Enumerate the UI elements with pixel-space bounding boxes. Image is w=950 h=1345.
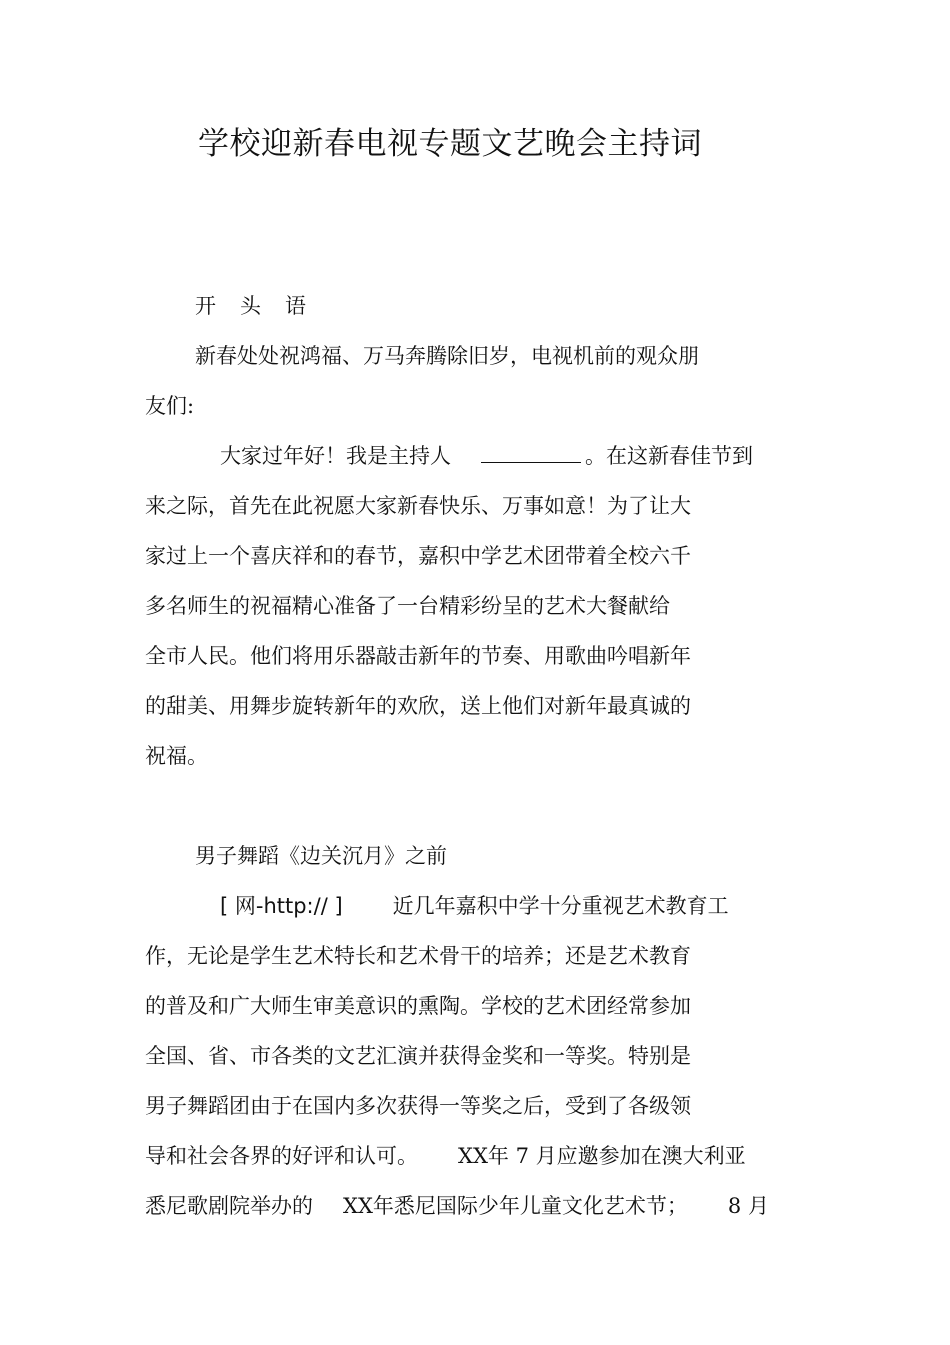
paragraph-line: 多名师生的祝福精心准备了一台精彩纷呈的艺术大餐献给 xyxy=(145,594,670,618)
greeting-text: 大家过年好！我是主持人 xyxy=(220,444,451,468)
paragraph-line: 家过上一个喜庆祥和的春节，嘉积中学艺术团带着全校六千 xyxy=(145,544,691,568)
source-bracket: [ 网-http:// ] xyxy=(220,894,343,918)
paragraph-text: XX年悉尼国际少年儿童文化艺术节； xyxy=(343,1194,688,1218)
section-heading-opening: 开头语 xyxy=(195,294,330,318)
paragraph-text: 近几年嘉积中学十分重视艺术教育工 xyxy=(392,894,729,918)
paragraph-text: XX年 7 月应邀参加在澳大利亚 xyxy=(458,1144,746,1168)
greeting-text-continued: 。在这新春佳节到 xyxy=(585,444,753,468)
paragraph-line: 作，无论是学生艺术特长和艺术骨干的培养；还是艺术教育 xyxy=(145,944,691,968)
paragraph-line-with-blank xyxy=(220,442,753,470)
paragraph-line: 友们: xyxy=(145,394,195,418)
paragraph-line: 全市人民。他们将用乐器敲击新年的节奏、用歌曲吟唱新年 xyxy=(145,644,691,668)
paragraph-text: 8 月 xyxy=(727,1194,769,1218)
paragraph-line: 的普及和广大师生审美意识的熏陶。学校的艺术团经常参加 xyxy=(145,994,691,1018)
paragraph-line: 的甜美、用舞步旋转新年的欢欣，送上他们对新年最真诚的 xyxy=(145,694,691,718)
paragraph-line: 祝福。 xyxy=(145,744,208,768)
paragraph-line-xx-date xyxy=(145,1142,746,1170)
host-name-blank xyxy=(481,442,581,463)
paragraph-line: 男子舞蹈团由于在国内多次获得一等奖之后，受到了各级领 xyxy=(145,1094,691,1118)
section-heading-dance: 男子舞蹈《边关沉月》之前 xyxy=(195,844,447,868)
paragraph-line: 新春处处祝鸿福、万马奔腾除旧岁，电视机前的观众朋 xyxy=(195,344,699,368)
paragraph-line-xx-date xyxy=(145,1192,769,1220)
document-title: 学校迎新春电视专题文艺晚会主持词 xyxy=(198,126,702,162)
paragraph-line-with-bracket xyxy=(220,892,729,920)
paragraph-text: 悉尼歌剧院举办的 xyxy=(145,1194,313,1218)
paragraph-line: 来之际，首先在此祝愿大家新春快乐、万事如意！为了让大 xyxy=(145,494,691,518)
paragraph-line: 全国、省、市各类的文艺汇演并获得金奖和一等奖。特别是 xyxy=(145,1044,691,1068)
paragraph-text: 导和社会各界的好评和认可。 xyxy=(145,1144,418,1168)
